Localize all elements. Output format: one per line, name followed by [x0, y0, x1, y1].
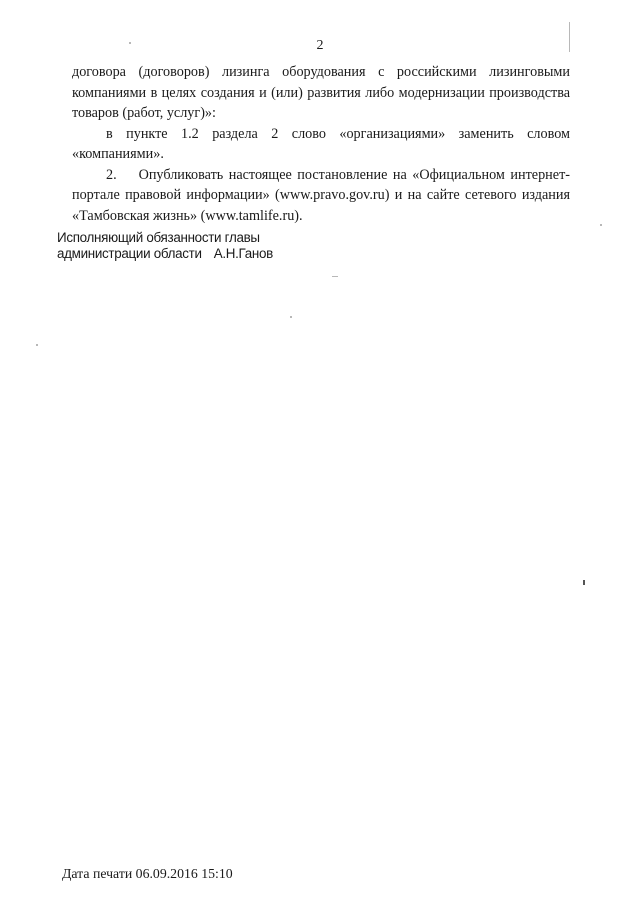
scan-artifact: [600, 224, 602, 226]
scan-artifact: [569, 22, 570, 52]
page-number: 2: [316, 38, 324, 53]
print-date: Дата печати 06.09.2016 15:10: [62, 866, 233, 881]
signatory-name: А.Н.Ганов: [213, 246, 273, 261]
signature-block: [57, 230, 273, 262]
scan-artifact: [290, 316, 292, 318]
scan-artifact: [583, 580, 585, 585]
scan-artifact: [36, 344, 38, 346]
paragraph-amendment: в пункте 1.2 раздела 2 слово «организациями» заменить словом «компаниями».: [72, 125, 570, 162]
scan-artifact: [129, 42, 131, 44]
document-body: [72, 62, 570, 226]
signature-position-text: администрации области: [57, 246, 202, 261]
scan-artifact: [332, 276, 338, 277]
paragraph-continuation: договора (договоров) лизинга оборудования с российскими лизинговыми компаниями в целях создания и (или) развития либо модернизации производства товаров (работ, услуг)»:: [72, 64, 570, 121]
signature-position-line1: Исполняющий обязанности главы: [57, 230, 260, 245]
paragraph-publication: 2. Опубликовать настоящее постановление на «Официальном интернет-портале правовой информации» (www.pravo.gov.ru) и на сайте сетевого издания «Тамбовская жизнь» (www.tamlife.ru).: [72, 166, 570, 224]
signature-position-line2: [57, 246, 273, 262]
